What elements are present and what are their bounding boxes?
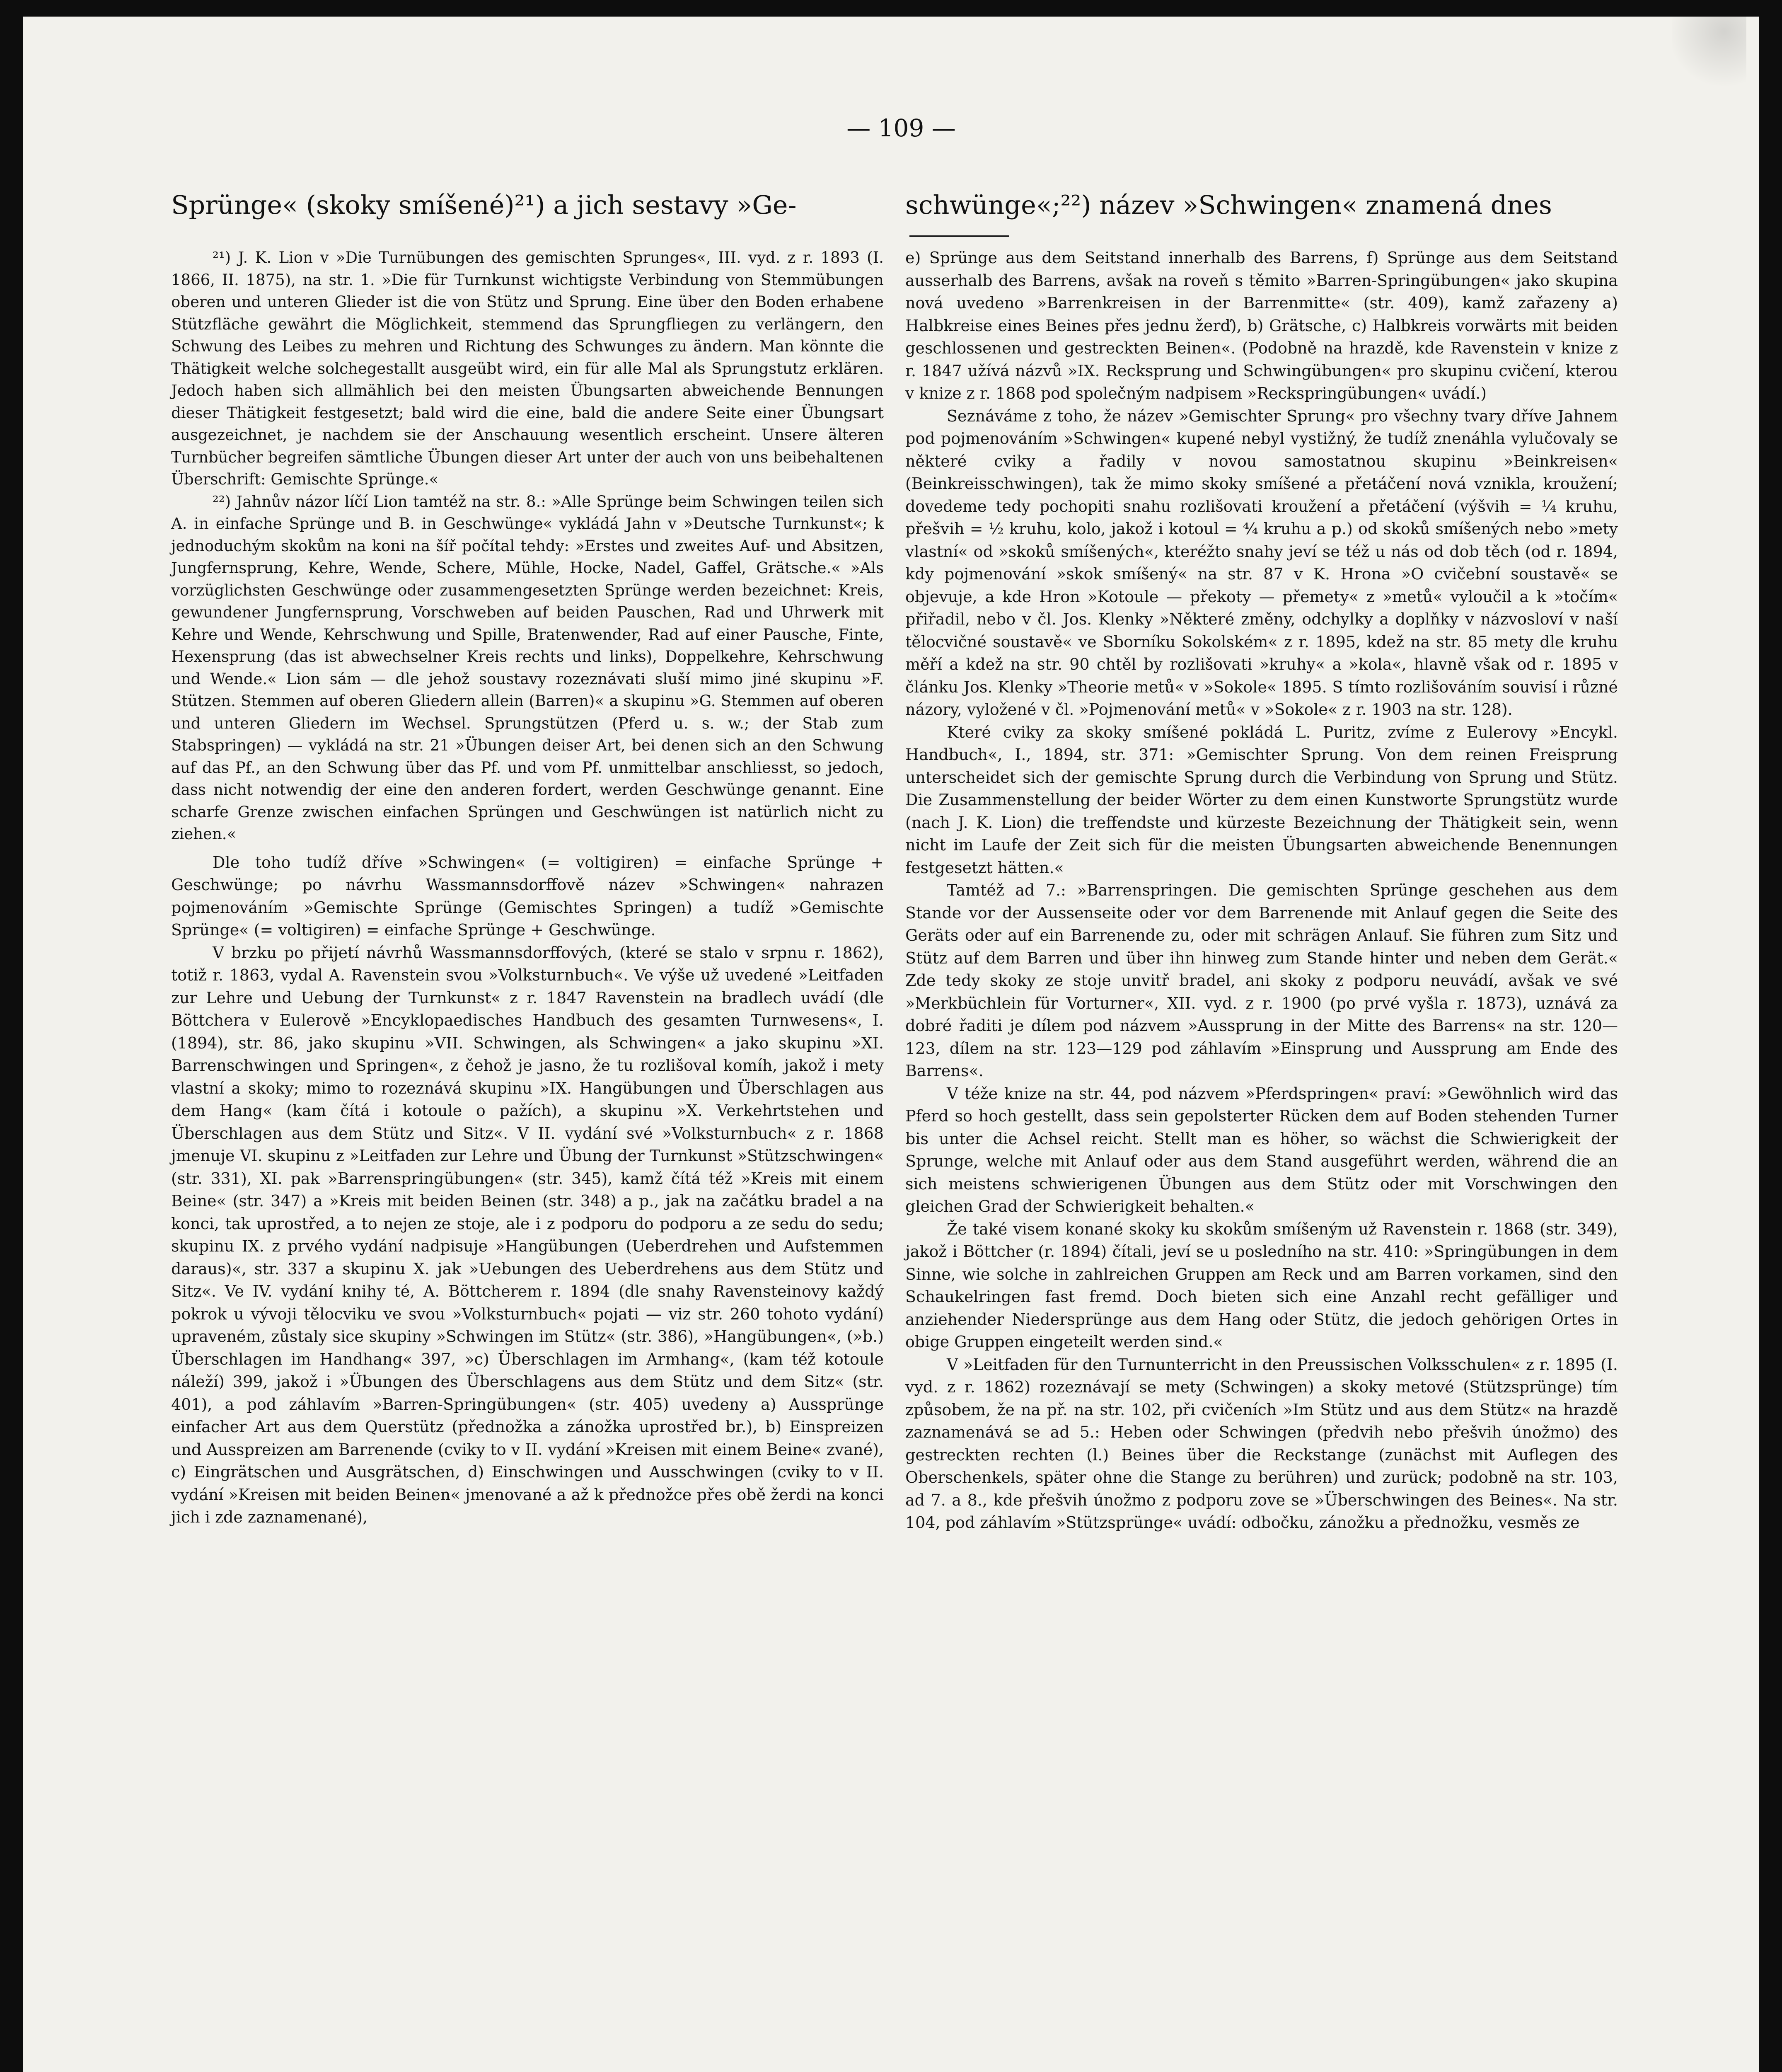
paragraph: e) Sprünge aus dem Seitstand innerhalb des Barrens, f) Sprünge aus dem Seitstand ausserhalb des Barrens, avšak na roveň s těmito »Barren-Springübungen« jako skupina nová uvedeno »Barrenkreisen in der Barrenmitte« (str. 409), kamž zařazeny a) Halbkreise eines Beines přes jednu žerď), b) Grätsche, c) Halbkreis vorwärts mit beiden geschlossenen und gestreckten Beinen«. (Podobně na hrazdě, kde Ravenstein v knize z r. 1847 užívá názvů »IX. Recksprung und Schwingübungen« pro skupinu cvičení, kterou v knize z r. 1868 pod společným nadpisem »Reckspringübungen« uvádí.) xyxy=(905,249,1618,402)
paragraph: Seznáváme z toho, že název »Gemischter Sprung« pro všechny tvary dříve Jahnem pod pojmenováním »Schwingen« kupené nebyl vystižný, že tudíž znenáhla vylučovaly se některé cviky a řadily v novou samostatnou skupinu »Beinkreisen« (Beinkreisschwingen), tak že mimo skoky smíšené a přetáčení nová vznikla, kroužení; dovedeme tedy pochopiti snahu rozlišovati kroužení a přetáčení (výšvih = ¼ kruhu, přešvih = ½ kruhu, kolo, jakož i kotoul = ⁴⁄₄ kruhu a p.) od skoků smíšených nebo »mety vlastní« od »skoků smíšených«, kteréžto snahy jeví se též u nás od dob těch (od r. 1894, kdy pojmenování »skok smíšený« na str. 87 v K. Hrona »O cvičební soustavě« se objevuje, a kde Hron »Kotoule — překoty — přemety« z »metů« vyloučil a k »točím« přiřadil, nebo v čl. Jos. Klenky »Některé změny, odchylky a doplňky v názvosloví v naší tělocvičné soustavě« ve Sborníku Sokolském« z r. 1895, kdež na str. 85 mety dle kruhu měří a kdež na str. 90 chtěl by rozlišovati »kruhy« a »kola«, hlavně však od r. 1895 v článku Jos. Klenky »Theorie metů« v »Sokole« 1895. S tímto rozlišováním souvisí i různé názory, vyložené v čl. »Pojmenování metů« v »Sokole« z r. 1903 na str. 128). xyxy=(905,407,1618,719)
paragraph: Že také visem konané skoky ku skokům smíšeným už Ravenstein r. 1868 (str. 349), jakož i Böttcher (r. 1894) čítali, jeví se u posledního na str. 410: »Springübungen in dem Sinne, wie solche in zahlreichen Gruppen am Reck und am Barren vorkamen, sind den Schaukelringen fast fremd. Doch bieten sich eine Anzahl recht gefälliger und anziehender Niedersprünge aus dem Hang oder Stütz, die jedoch gehörigen Ortes in obige Gruppen eingeteilt werden sind.« xyxy=(905,1220,1618,1351)
header-right-line: schwünge«;²²) název »Schwingen« znamená dnes xyxy=(905,190,1552,220)
right-column xyxy=(905,247,1618,1534)
footnote-22: ²²) Jahnův názor líčí Lion tamtéž na str. 8.: »Alle Sprünge beim Schwingen teilen sich A. in einfache Sprünge und B. in Geschwünge« vykládá Jahn v »Deutsche Turnkunst«; k jednoduchým skokům na koni na šíř počítal tehdy: »Erstes und zweites Auf- und Absitzen, Jungfernsprung, Kehre, Wende, Schere, Mühle, Hocke, Nadel, Gaffel, Grätsche.« »Als vorzüglichsten Geschwünge oder zusammengesetzten Sprünge werden bezeichnet: Kreis, gewundener Jungfernsprung, Vorschweben auf beiden Pauschen, Rad und Uhrwerk mit Kehre und Wende, Kehrschwung und Spille, Bratenwender, Rad auf einer Pausche, Finte, Hexensprung (das ist abwechselner Kreis rechts und links), Doppelkehre, Kehrschwung und Wende.« Lion sám — dle jehož soustavy rozeznávati sluší mimo jiné skupinu »F. Stützen. Stemmen auf oberen Gliedern allein (Barren)« a skupinu »G. Stemmen auf oberen und unteren Gliedern im Wechsel. Sprungstützen (Pferd u. s. w.; der Stab zum Stabspringen) — vykládá na str. 21 »Übungen deiser Art, bei denen sich an den Schwung auf das Pf., an den Schwung über das Pf. und vom Pf. unmittelbar anschliesst, so jedoch, dass nicht notwendig der eine den anderen fordert, werden Geschwünge genannt. Eine scharfe Grenze zwischen einfachen Sprüngen und Geschwüngen ist natürlich nicht zu ziehen.« xyxy=(171,492,884,843)
paragraph: V »Leitfaden für den Turnunterricht in den Preussischen Volksschulen« z r. 1895 (I. vyd. z r. 1862) rozeznávají se mety (Schwingen) a skoky metové (Stützsprünge) tím způsobem, že na př. na str. 102, při cvičeních »Im Stütz und aus dem Stütz« na hrazdě zaznamenává se ad 5.: Heben oder Schwingen (předvih nebo přešvih únožmo) des gestreckten rechten (l.) Beines über die Reckstange (zunächst mit Auflegen des Oberschenkels, später ohne die Stange zu berühren) und zurück; podobně na str. 103, ad 7. a 8., kde přešvih únožmo z podporu zove se »Überschwingen des Beines«. Na str. 104, pod záhlavím »Stützsprünge« uvádí: odbočku, zánožku a přednožku, vesměs ze xyxy=(905,1355,1618,1532)
paragraph: V téže knize na str. 44, pod názvem »Pferdspringen« praví: »Gewöhnlich wird das Pferd so hoch gestellt, dass sein gepolsterter Rücken dem auf Boden stehenden Turner bis unter die Achsel reicht. Stellt man es höher, so wächst die Schwierigkeit der Sprunge, welche mit Anlauf oder aus dem Stand ausgeführt werden, während die an sich meistens schwierigenen Übungen aus dem Stütz oder mit Vorschwingen den gleichen Grad der Schwierigkeit behalten.« xyxy=(905,1084,1618,1215)
footnote-21: ²¹) J. K. Lion v »Die Turnübungen des gemischten Sprunges«, III. vyd. z r. 1893 (I. 1866, II. 1875), na str. 1. »Die für Turnkunst wichtigste Verbindung von Stemmübungen oberen und unteren Glieder ist die von Stütz und Sprung. Eine über den Boden erhabene Stützfläche gewährt die Möglichkeit, stemmend das Sprungfliegen zu verlängern, den Schwung des Leibes zu mehren und Richtung des Schwunges zu ändern. Man könnte die Thätigkeit welche solchegestallt ausgeübt wird, ein für alle Mal als Sprungstutz erklären. Jedoch haben sich allmählich bei den meisten Übungsarten abweichende Bennungen dieser Thätigkeit festgesetzt; bald wird die eine, bald die andere Seite einer Übungsart ausgezeichnet, je nachdem sie der Anschauung wesentlich erscheint. Unsere älteren Turnbücher begreifen sämtliche Übungen dieser Art unter der auch von uns beibehaltenen Überschrift: Gemischte Sprünge.« xyxy=(171,249,884,488)
paragraph: Které cviky za skoky smíšené pokládá L. Puritz, zvíme z Eulerovy »Encykl. Handbuch«, I., 1894, str. 371: »Gemischter Sprung. Von dem reinen Freisprung unterscheidet sich der gemischte Sprung durch die Verbindung von Sprung und Stütz. Die Zusammenstellung der beider Wörter zu dem einen Kunstworte Sprungstütz wurde (nach J. K. Lion) die treffendste und kürzeste Bezeichnung der Thätigkeit sein, wenn nicht im Laufe der Zeit sich für die meisten Übungsarten abweichende Benennungen festgesetzt hätten.« xyxy=(905,723,1618,877)
paragraph: Dle toho tudíž dříve »Schwingen« (= voltigiren) = einfache Sprünge + Geschwünge; po návrhu Wassmannsdorffově název »Schwingen« nahrazen pojmenováním »Gemischte Sprünge (Gemischtes Springen) a tudíž »Gemischte Sprünge« (= voltigiren) = einfache Sprünge + Geschwünge. xyxy=(171,853,884,939)
footnote-rule xyxy=(909,235,1009,237)
scan-smudge xyxy=(1672,17,1746,91)
left-column xyxy=(171,247,884,1529)
paragraph: V brzku po přijetí návrhů Wassmannsdorffových, (které se stalo v srpnu r. 1862), totiž r. 1863, vydal A. Ravenstein svou »Volksturnbuch«. Ve výše už uvedené »Leitfaden zur Lehre und Uebung der Turnkunst« z r. 1847 Ravenstein na bradlech uvádí (dle Böttchera v Eulerově »Encyklopaedisches Handbuch des gesamten Turnwesens«, I. (1894), str. 86, jako skupinu »VII. Schwingen, als Schwingen« a jako skupinu »XI. Barrenschwingen und Springen«, z čehož je jasno, že tu rozlišoval komíh, jakož i mety vlastní a skoky; mimo to rozeznává skupinu »IX. Hangübungen und Überschlagen aus dem Hang« (kam čítá i kotoule o pažích), a skupinu »X. Verkehrtstehen und Überschlagen aus dem Stütz und Sitz«. V II. vydání své »Volksturnbuch« z r. 1868 jmenuje VI. skupinu z »Leitfaden zur Lehre und Übung der Turnkunst »Stützschwingen« (str. 331), XI. pak »Barrenspringübungen« (str. 345), kamž čítá též »Kreis mit einem Beine« (str. 347) a »Kreis mit beiden Beinen (str. 348) a p., jak na začátku bradel a na konci, tak uprostřed, a to nejen ze stoje, ale i z podporu do podporu a ze sedu do sedu; skupinu IX. z prvého vydání nadpisuje »Hangübungen (Ueberdrehen und Aufstemmen daraus)«, str. 337 a skupinu X. jak »Uebungen des Ueberdrehens aus dem Stütz und Sitz«. Ve IV. vydání knihy té, A. Böttcherem r. 1894 (dle snahy Ravensteinovy každý pokrok u vývoji tělocviku ve svou »Volksturnbuch« pojati — viz str. 260 tohoto vydání) upraveném, zůstaly sice skupiny »Schwingen im Stütz« (str. 386), »Hangübungen«, (»b.) Überschlagen im Handhang« 397, »c) Überschlagen im Armhang«, (kam též kotoule náleží) 399, jakož i »Übungen des Überschlagens aus dem Stütz und dem Sitz« (str. 401), a pod záhlavím »Barren-Springübungen« (str. 405) uvedeny a) Aussprünge einfacher Art aus dem Querstütz (přednožka a zánožka uprostřed br.), b) Einspreizen und Ausspreizen am Barrenende (cviky to v II. vydání »Kreisen mit einem Beine« zvané), c) Eingrätschen und Ausgrätschen, d) Einschwingen und Ausschwingen (cviky to v II. vydání »Kreisen mit beiden Beinen« jmenované a až k přednožce přes obě žerdi na konci jich i zde zaznamenané), xyxy=(171,943,884,1526)
paragraph: Tamtéž ad 7.: »Barrenspringen. Die gemischten Sprünge geschehen aus dem Stande vor der Aussenseite oder vor dem Barrenende mit Anlauf gegen die Seite des Geräts oder auf ein Barrenende zu, oder mit schrägen Anlauf. Sie führen zum Sitz und Stütz auf dem Barren und über ihn hinweg zum Stande hinter und neben dem Gerät.« Zde tedy skoky ze stoje unvitř bradel, ani skoky z podporu neuvádí, avšak ve své »Merkbüchlein für Vorturner«, XII. vyd. z r. 1900 (po prvé vyšla r. 1873), uznává za dobré řaditi je dílem pod názvem »Aussprung in der Mitte des Barrens« na str. 120—123, dílem na str. 123—129 pod záhlavím »Einsprung und Aussprung am Ende des Barrens«. xyxy=(905,881,1618,1080)
header-left-line: Sprünge« (skoky smíšené)²¹) a jich sestavy »Ge- xyxy=(171,190,797,220)
page-number: — 109 — xyxy=(846,114,956,142)
scanned-page xyxy=(23,17,1759,2072)
